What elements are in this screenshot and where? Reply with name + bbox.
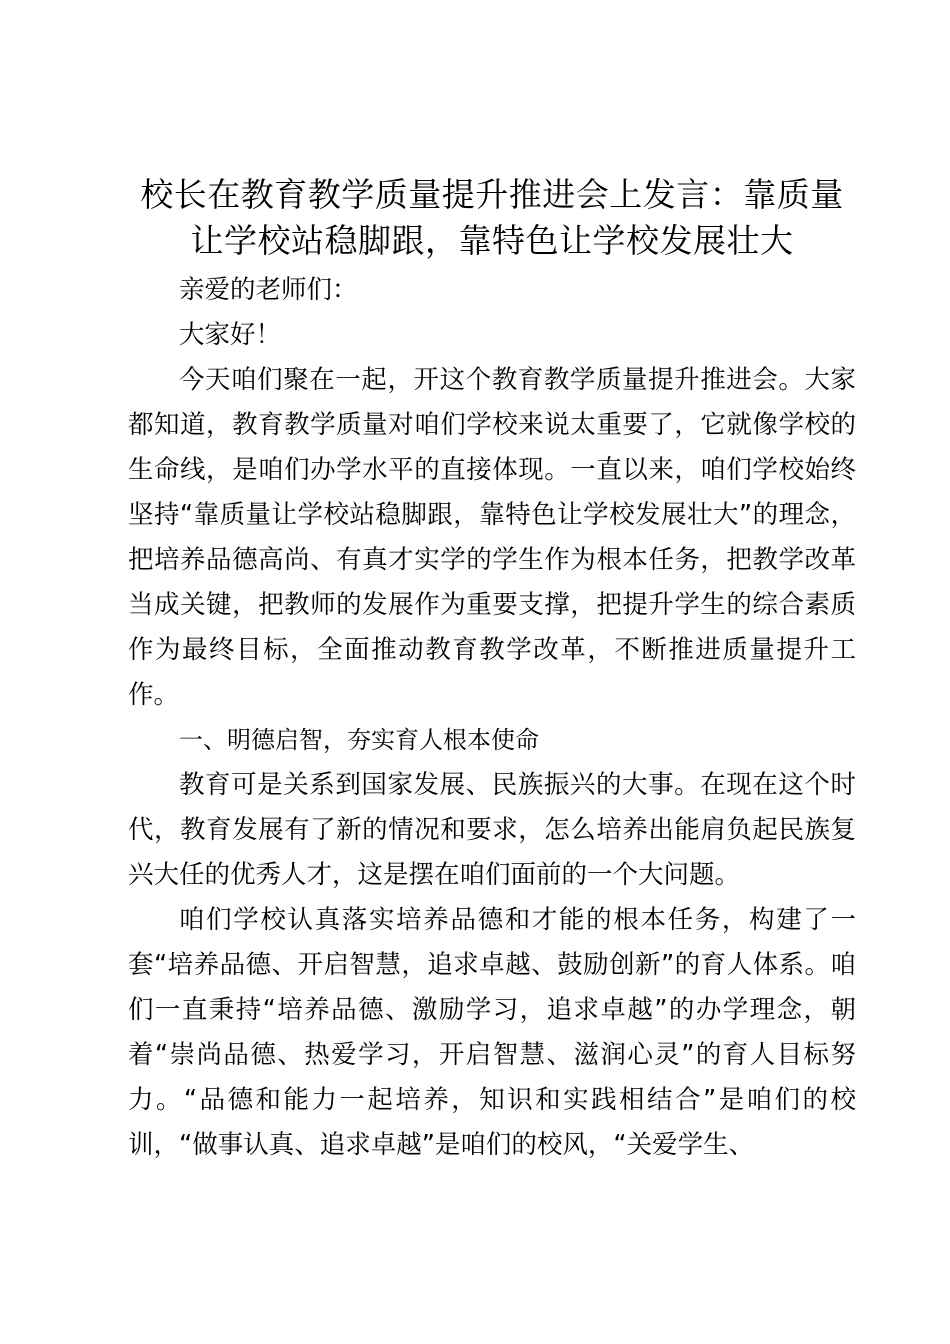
section-heading: 一、明德启智，夯实育人根本使命 [179,726,539,754]
intro-paragraph: 今天咱们聚在一起，开这个教育教学质量提升推进会。大家都知道，教育教学质量对咱们学校来说太重要了，它就像学校的生命线，是咱们办学水平的直接体现。一直以来，咱们学校始终坚持“靠质量让学校站稳脚跟，靠特色让学校发展壮大”的理念，把培养品德高尚、有真才实学的学生作为根本任务，把教学改革当成关键，把教师的发展作为重要支撑，把提升学生的综合素质作为最终目标，全面推动教育教学改革，不断推进质量提升工作。 [128,365,856,710]
body-paragraph: 教育可是关系到国家发展、民族振兴的大事。在现在这个时代，教育发展有了新的情况和要求，怎么培养出能肩负起民族复兴大任的优秀人才，这是摆在咱们面前的一个大问题。 [128,770,856,890]
body-paragraph: 咱们学校认真落实培养品德和才能的根本任务，构建了一套“培养品德、开启智慧，追求卓越、鼓励创新”的育人体系。咱们一直秉持“培养品德、激励学习，追求卓越”的办学理念，朝着“崇尚品德、热爱学习，开启智慧、滋润心灵”的育人目标努力。“品德和能力一起培养，知识和实践相结合”是咱们的校训，“做事认真、追求卓越”是咱们的校风，“关爱学生、 [128,905,856,1160]
document-page [128,172,856,1168]
salutation: 亲爱的老师们： [179,275,358,305]
greeting: 大家好！ [179,320,282,350]
document-title: 校长在教育教学质量提升推进会上发言：靠质量让学校站稳脚跟，靠特色让学校发展壮大 [140,175,844,260]
